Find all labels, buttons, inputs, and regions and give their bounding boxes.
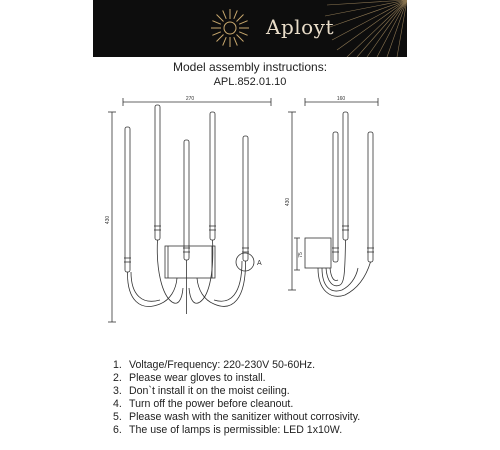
front-width-label: 270 — [185, 96, 195, 102]
side-view-lamp — [305, 112, 374, 296]
instructions-list — [113, 359, 360, 437]
page-title: Model assembly instructions: — [172, 60, 328, 74]
brand-name: Aployt — [266, 15, 335, 39]
list-item: 3. Don`t install it on the moist ceiling. — [113, 385, 290, 397]
model-number: APL.852.01.10 — [213, 76, 287, 88]
side-height-label: 430 — [285, 197, 291, 207]
list-item: 1. Voltage/Frequency: 220-230V 50-60Hz. — [113, 359, 316, 371]
list-item: 5. Please wash with the sanitizer without corrosivity. — [113, 411, 361, 423]
list-item: 4. Turn off the power before cleanout. — [113, 398, 294, 410]
detail-a-label: A — [257, 260, 262, 267]
sunburst-logo-icon — [210, 8, 250, 48]
front-view-lamp — [124, 105, 254, 314]
front-width-dimension — [123, 98, 271, 106]
header-banner — [93, 0, 407, 57]
list-item: 2. Please wear gloves to install. — [113, 372, 266, 384]
side-small-label: 75 — [298, 252, 304, 258]
front-height-label: 430 — [105, 215, 111, 225]
list-item: 6. The use of lamps is permissible: LED 1x10W. — [113, 424, 343, 436]
technical-drawing — [0, 90, 500, 340]
side-depth-label: 160 — [336, 96, 346, 102]
